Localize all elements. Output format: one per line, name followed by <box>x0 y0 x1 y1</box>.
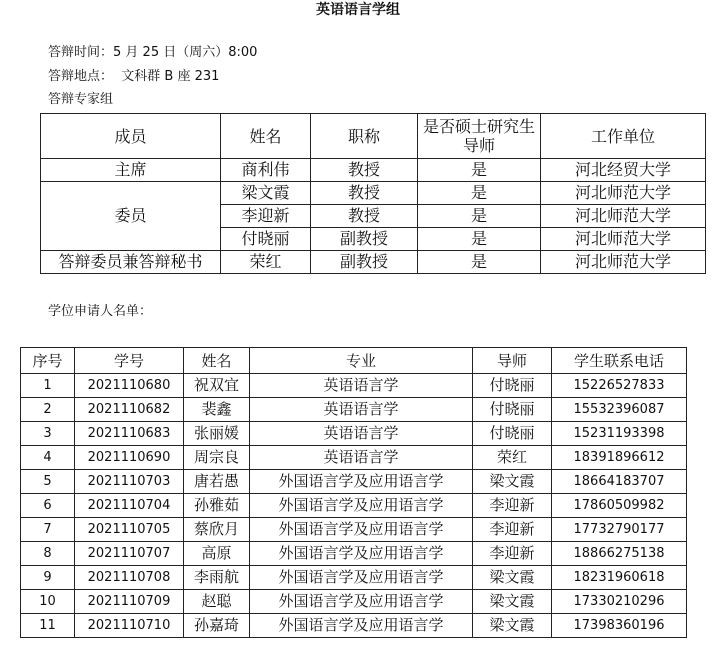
applicants-header-major: 专业 <box>250 348 473 374</box>
applicant-id: 2021110682 <box>75 398 184 422</box>
applicant-name: 张丽媛 <box>184 422 250 446</box>
table-row <box>21 542 687 566</box>
applicant-supervisor: 李迎新 <box>473 542 552 566</box>
committee-unit: 河北经贸大学 <box>541 159 706 182</box>
page-title: 英语语言学组 <box>316 2 400 18</box>
applicants-header-name: 姓名 <box>184 348 250 374</box>
committee-role: 委员 <box>41 182 221 251</box>
applicant-no: 5 <box>21 470 75 494</box>
applicant-phone: 18231960618 <box>552 566 687 590</box>
applicant-phone: 15231193398 <box>552 422 687 446</box>
applicant-supervisor: 梁文霞 <box>473 590 552 614</box>
applicant-phone: 17330210296 <box>552 590 687 614</box>
applicant-id: 2021110710 <box>75 614 184 638</box>
applicant-id: 2021110704 <box>75 494 184 518</box>
applicant-major: 外国语言学及应用语言学 <box>250 590 473 614</box>
applicant-no: 4 <box>21 446 75 470</box>
committee-role: 主席 <box>41 159 221 182</box>
applicant-phone: 18391896612 <box>552 446 687 470</box>
applicant-phone: 15532396087 <box>552 398 687 422</box>
table-row <box>21 518 687 542</box>
committee-header-supervisor: 是否硕士研究生导师 <box>418 114 541 159</box>
committee-supervisor: 是 <box>418 182 541 205</box>
applicant-no: 7 <box>21 518 75 542</box>
committee-supervisor: 是 <box>418 159 541 182</box>
table-row <box>21 614 687 638</box>
applicant-major: 英语语言学 <box>250 374 473 398</box>
applicant-major: 外国语言学及应用语言学 <box>250 614 473 638</box>
committee-supervisor: 是 <box>418 205 541 228</box>
applicant-major: 英语语言学 <box>250 446 473 470</box>
applicant-name: 裴鑫 <box>184 398 250 422</box>
applicant-no: 11 <box>21 614 75 638</box>
committee-name: 荣红 <box>221 251 311 274</box>
applicant-name: 唐若愚 <box>184 470 250 494</box>
applicants-header-no: 序号 <box>21 348 75 374</box>
committee-name: 梁文霞 <box>221 182 311 205</box>
applicant-name: 赵聪 <box>184 590 250 614</box>
applicant-name: 孙嘉琦 <box>184 614 250 638</box>
committee-name: 李迎新 <box>221 205 311 228</box>
defense-place-value: 文科群 B 座 231 <box>121 69 220 84</box>
applicant-supervisor: 荣红 <box>473 446 552 470</box>
committee-header-unit: 工作单位 <box>541 114 706 159</box>
committee-title: 教授 <box>311 182 418 205</box>
table-row <box>21 494 687 518</box>
table-row <box>21 566 687 590</box>
committee-unit: 河北师范大学 <box>541 205 706 228</box>
applicant-no: 6 <box>21 494 75 518</box>
applicant-name: 孙雅茹 <box>184 494 250 518</box>
applicant-supervisor: 梁文霞 <box>473 566 552 590</box>
applicant-supervisor: 李迎新 <box>473 518 552 542</box>
table-row <box>21 422 687 446</box>
experts-label: 答辩专家组 <box>48 92 114 107</box>
applicant-supervisor: 梁文霞 <box>473 470 552 494</box>
defense-time-label: 答辩时间： <box>48 45 114 60</box>
applicant-id: 2021110708 <box>75 566 184 590</box>
applicant-name: 蔡欣月 <box>184 518 250 542</box>
committee-title: 教授 <box>311 159 418 182</box>
defense-time-value: 5 月 25 日（周六）8:00 <box>113 45 258 60</box>
applicant-no: 9 <box>21 566 75 590</box>
applicant-supervisor: 李迎新 <box>473 494 552 518</box>
committee-role: 答辩委员兼答辩秘书 <box>41 251 221 274</box>
committee-unit: 河北师范大学 <box>541 251 706 274</box>
applicant-name: 李雨航 <box>184 566 250 590</box>
applicants-header-supervisor: 导师 <box>473 348 552 374</box>
committee-row <box>41 182 706 205</box>
applicants-header-phone: 学生联系电话 <box>552 348 687 374</box>
applicants-header-row <box>21 348 687 374</box>
applicant-supervisor: 付晓丽 <box>473 422 552 446</box>
applicant-id: 2021110705 <box>75 518 184 542</box>
applicants-header-id: 学号 <box>75 348 184 374</box>
applicant-phone: 18866275138 <box>552 542 687 566</box>
committee-name: 商利伟 <box>221 159 311 182</box>
applicant-id: 2021110707 <box>75 542 184 566</box>
committee-header-title: 职称 <box>311 114 418 159</box>
table-row <box>21 590 687 614</box>
committee-title: 教授 <box>311 205 418 228</box>
table-row <box>21 470 687 494</box>
table-row <box>21 446 687 470</box>
applicant-phone: 17732790177 <box>552 518 687 542</box>
committee-supervisor: 是 <box>418 228 541 251</box>
committee-header-role: 成员 <box>41 114 221 159</box>
applicant-id: 2021110683 <box>75 422 184 446</box>
applicant-major: 外国语言学及应用语言学 <box>250 542 473 566</box>
defense-place-label: 答辩地点： <box>48 69 114 84</box>
defense-place <box>48 68 219 86</box>
table-row <box>21 374 687 398</box>
applicant-major: 英语语言学 <box>250 422 473 446</box>
applicant-no: 10 <box>21 590 75 614</box>
committee-unit: 河北师范大学 <box>541 182 706 205</box>
applicant-supervisor: 付晓丽 <box>473 398 552 422</box>
applicant-id: 2021110709 <box>75 590 184 614</box>
applicant-no: 3 <box>21 422 75 446</box>
applicant-major: 外国语言学及应用语言学 <box>250 470 473 494</box>
applicant-major: 外国语言学及应用语言学 <box>250 494 473 518</box>
applicant-major: 外国语言学及应用语言学 <box>250 566 473 590</box>
committee-table <box>40 113 706 274</box>
applicant-supervisor: 梁文霞 <box>473 614 552 638</box>
applicant-phone: 17398360196 <box>552 614 687 638</box>
applicant-major: 英语语言学 <box>250 398 473 422</box>
table-row <box>21 398 687 422</box>
applicant-supervisor: 付晓丽 <box>473 374 552 398</box>
committee-row <box>41 251 706 274</box>
applicant-no: 8 <box>21 542 75 566</box>
committee-unit: 河北师范大学 <box>541 228 706 251</box>
applicants-label: 学位申请人名单： <box>48 304 153 319</box>
applicant-no: 1 <box>21 374 75 398</box>
applicant-major: 外国语言学及应用语言学 <box>250 518 473 542</box>
committee-row <box>41 159 706 182</box>
committee-header-name: 姓名 <box>221 114 311 159</box>
applicant-id: 2021110690 <box>75 446 184 470</box>
applicant-name: 高原 <box>184 542 250 566</box>
applicant-id: 2021110680 <box>75 374 184 398</box>
applicant-phone: 18664183707 <box>552 470 687 494</box>
applicant-name: 周宗良 <box>184 446 250 470</box>
applicant-name: 祝双宜 <box>184 374 250 398</box>
applicant-id: 2021110703 <box>75 470 184 494</box>
applicant-phone: 17860509982 <box>552 494 687 518</box>
applicant-phone: 15226527833 <box>552 374 687 398</box>
committee-title: 副教授 <box>311 251 418 274</box>
committee-header-row <box>41 114 706 159</box>
applicant-no: 2 <box>21 398 75 422</box>
committee-name: 付晓丽 <box>221 228 311 251</box>
committee-supervisor: 是 <box>418 251 541 274</box>
defense-time <box>48 44 257 62</box>
committee-title: 副教授 <box>311 228 418 251</box>
applicants-table <box>20 347 687 638</box>
